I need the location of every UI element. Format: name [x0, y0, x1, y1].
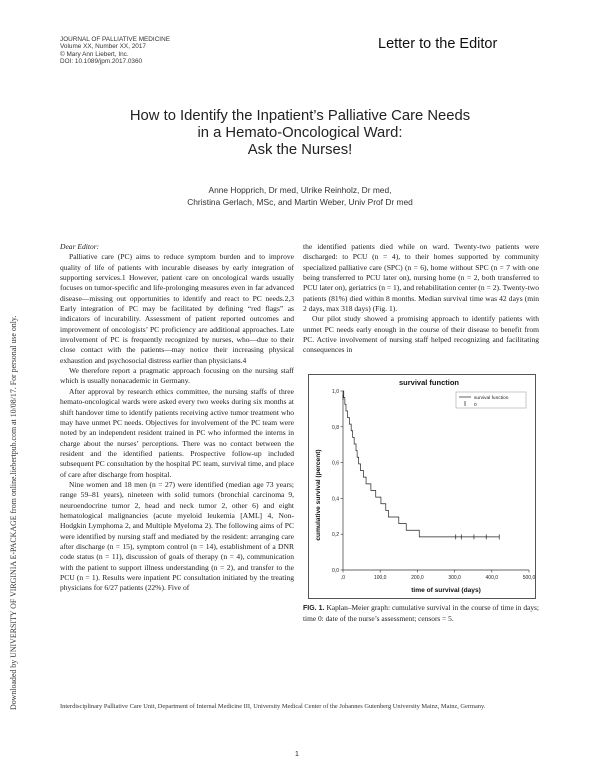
title-line-2: in a Hemato-Oncological Ward: — [197, 125, 403, 141]
x-tick-label: 500,0 — [522, 575, 535, 581]
affiliation-footnote: Interdisciplinary Palliative Care Unit, Department of Internal Medicine III, University Medical Center of the Johannes Gutenberg University Mainz, Mainz, Germany. — [60, 703, 486, 710]
figure-1 — [308, 374, 536, 599]
plot-frame — [343, 391, 529, 570]
y-tick-label: 0,0 — [332, 568, 339, 574]
censor-marks — [343, 395, 499, 539]
y-tick-label: 0,2 — [332, 532, 339, 539]
journal-info — [60, 36, 170, 65]
kaplan-meier-chart — [309, 375, 535, 598]
paragraph: the identified patients died while on ward. Twenty-two patients were discharged: to PCU (n = 4), to their homes supported by community specialized palliative care (SPC) (n = 6), home without SPC (n = 7 with one being transferred to PCU later on), nursing home (n = 2, both transferred to PCU later on), geriatrics (n = 1), and rehabilitation center (n = 2). Twenty-two patients (81%) died within 8 months. Median survival time was 42 days (min 2 days, max 318 days) (Fig. 1). — [303, 242, 539, 314]
y-tick-label: 1,0 — [332, 389, 339, 395]
survival-step-line — [343, 391, 499, 537]
survival-curve — [343, 391, 499, 537]
figure-caption-text: Kaplan–Meier graph: cumulative survival in the course of time in days; time 0: date of the nurse’s assessment; censors = 5. — [303, 603, 539, 623]
x-tick-label: 400,0 — [485, 575, 499, 581]
x-tick-label: 300,0 — [448, 575, 461, 581]
paragraph: After approval by research ethics committee, the nursing staffs of three hemato-oncological wards were asked every two weeks during six months at shift handover time to identify patients receiving active tumor treatment who may have unmet PC needs. Objectives for involvement of the PC team were noted by an independent resident trained in PC who informed the interns in charge about the nurses’ perceptions. There was no contact between the resident and the identified patients. Prospective follow-up included subsequent PC consultation by the hospital PC team, survival time, and place of care after discharge from hospital. — [60, 386, 294, 479]
page-number: 1 — [295, 751, 299, 758]
paragraph: Our pilot study showed a promising approach to identify patients with unmet PC needs early enough in the course of their disease to benefit from PC. Active involvement of nursing staff helped recognizing and facilitating consequences in — [303, 314, 539, 355]
legend-label: 0 — [474, 403, 477, 408]
journal-doi: DOI: 10.1089/jpm.2017.0360 — [60, 57, 143, 65]
x-axis-label: time of survival (days) — [411, 587, 481, 594]
y-tick-label: 0,4 — [332, 496, 339, 503]
body-column-right — [303, 242, 539, 356]
title-line-1: How to Identify the Inpatient’s Palliative Care Needs — [129, 108, 471, 124]
author-list — [60, 185, 540, 208]
y-axis-ticks — [332, 389, 343, 574]
y-tick-label: 0,8 — [332, 424, 339, 431]
download-watermark-text: Downloaded by UNIVERSITY OF VIRGINIA E-PACKAGE from online.liebertpub.com at 10/08/17. For personal use only. — [9, 315, 18, 710]
paragraph: We therefore report a pragmatic approach focusing on the nursing staff which is usually nonacademic in Germany. — [60, 366, 294, 386]
y-tick-label: 0,6 — [332, 460, 339, 467]
title-line-3: Ask the Nurses! — [247, 142, 353, 158]
salutation: Dear Editor: — [60, 242, 100, 251]
download-watermark — [3, 150, 18, 710]
journal-name: JOURNAL OF PALLIATIVE MEDICINE — [60, 36, 170, 43]
section-label: Letter to the Editor — [378, 36, 498, 52]
x-tick-label: 100,0 — [373, 575, 387, 581]
journal-copyright: © Mary Ann Liebert, Inc. — [60, 50, 129, 58]
body-column-left — [60, 242, 294, 594]
paragraph: Palliative care (PC) aims to reduce symptom burden and to improve quality of life of patients with incurable diseases by early integration of supporting services.1 However, patient care on oncological wards usually focuses on tumor-specific and life-prolonging measures even in far advanced disease—missing out opportunities to identify and react to PC needs.2,3 Early integration of PC may be facilitated by defining “red flags” as indicators of incurability. Assessment of patient reported outcomes and improvement of oncologists’ PC proficiency are additional approaches. Late involvement of PC is frequently recognized by nurses, who—due to their close contact with the patients—may notice their increasing physical exhaustion and psychosocial distress earlier than physicians.4 — [60, 252, 294, 365]
chart-legend — [456, 392, 526, 408]
figure-caption-label: FIG. 1. — [303, 605, 325, 612]
figure-caption — [303, 603, 539, 623]
authors-line-2: Christina Gerlach, MSc, and Martin Weber, Univ Prof Dr med — [187, 196, 413, 207]
x-tick-label: ,0 — [340, 575, 346, 581]
legend-label: survival function — [474, 396, 509, 401]
paragraph: Nine women and 18 men (n = 27) were identified (median age 73 years; range 59–81 years), nineteen with solid tumors (bronchial carcinoma 9, neuroendocrine tumor 2, head and neck tumor 2, other 6) and eight hematological malignancies (acute myeloid leukemia [AML] 4, Non-Hodgkin Lymphoma 2, and Multiple Myeloma 2). The following aims of PC were identified by nursing staff and mediated by the resident: arranging care after discharge (n = 15), symptom control (n = 14), establishment of a DNR code status (n = 11), discussion of goals of therapy (n = 4), communication with the patient to support illness understanding (n = 2), and transfer to the PCU (n = 1). Results were inpatient PC consultation initiated by the treating physicians for 6/27 patients (22%). Five of — [60, 479, 294, 593]
x-axis-ticks — [341, 570, 535, 581]
article-title — [60, 108, 540, 159]
journal-volume: Volume XX, Number XX, 2017 — [60, 43, 146, 51]
x-tick-label: 200,0 — [411, 575, 424, 581]
y-axis-label: cumulative survival (percent) — [315, 449, 322, 541]
chart-title: survival function — [398, 378, 460, 387]
authors-line-1: Anne Hopprich, Dr med, Ulrike Reinholz, Dr med, — [208, 185, 392, 195]
